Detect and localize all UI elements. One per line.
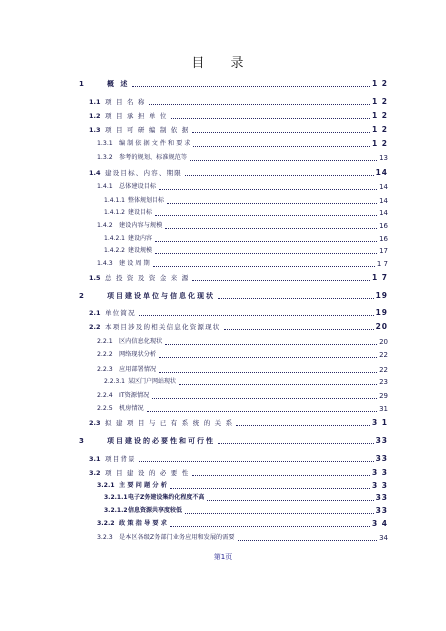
toc-leader-dots xyxy=(238,540,377,541)
toc-entry[interactable] xyxy=(104,234,388,244)
toc-entry-title: 项 目 可 研 编 制 依 据 xyxy=(105,126,190,134)
toc-entry-title: 某区门户网站现状 xyxy=(128,378,177,385)
toc-entry-page: 3 1 xyxy=(371,418,388,427)
toc-entry-page: 1 2 xyxy=(371,111,388,120)
toc-entry-page: 14 xyxy=(379,209,388,217)
toc-entry[interactable] xyxy=(79,79,388,89)
toc-entry-page: 17 xyxy=(379,247,388,255)
toc-leader-dots xyxy=(236,425,370,426)
toc-entry-page: 1 2 xyxy=(371,97,388,106)
toc-entry-page: 1 2 xyxy=(371,125,388,134)
toc-leader-dots xyxy=(170,526,370,527)
toc-entry-number: 3.2 xyxy=(89,469,101,477)
toc-entry-page: 19 xyxy=(375,308,388,317)
toc-leader-dots xyxy=(149,104,370,105)
toc-leader-dots xyxy=(155,241,377,242)
toc-entry-title: 项目背景 xyxy=(105,455,136,463)
toc-leader-dots xyxy=(165,344,377,345)
toc-entry-title: 总 投 资 及 资 金 来 源 xyxy=(105,274,190,282)
toc-entry[interactable] xyxy=(97,139,388,149)
toc-entry[interactable] xyxy=(97,350,388,360)
toc-entry-title: 主 要 问 题 分 析 xyxy=(119,482,167,489)
toc-entry-title: 单位简况 xyxy=(105,309,136,317)
toc-entry[interactable] xyxy=(104,493,388,503)
toc-entry-number: 2 xyxy=(79,292,84,300)
page-footer: 第1页 xyxy=(213,553,233,561)
toc-entry-page: 16 xyxy=(379,235,388,243)
toc-entry-title: IT资源情况 xyxy=(119,392,150,399)
toc-entry-page: 3 3 xyxy=(371,468,388,477)
toc-entry[interactable] xyxy=(97,182,388,192)
toc-leader-dots xyxy=(185,513,374,514)
toc-leader-dots xyxy=(192,475,369,476)
toc-entry[interactable] xyxy=(97,391,388,401)
page-title: 目 录 xyxy=(191,56,255,71)
toc-entry-number: 2.2.4 xyxy=(97,392,113,399)
toc-entry[interactable] xyxy=(97,221,388,231)
toc-leader-dots xyxy=(155,215,377,216)
toc-entry-page: 22 xyxy=(379,366,388,374)
toc-entry-number: 1 xyxy=(79,80,84,88)
toc-entry-number: 1.4.1 xyxy=(97,183,113,190)
toc-entry-number: 1.3.1 xyxy=(97,140,113,147)
toc-leader-dots xyxy=(171,118,370,119)
toc-entry[interactable] xyxy=(104,196,388,206)
toc-entry-title: 项 目 名 称 xyxy=(105,98,146,106)
toc-entry[interactable] xyxy=(104,506,388,516)
toc-entry-number: 1.4.1.1 xyxy=(104,197,125,204)
toc-leader-dots xyxy=(152,398,377,399)
toc-entry-number: 2.2.3.1 xyxy=(104,378,125,385)
toc-entry[interactable] xyxy=(97,481,388,491)
toc-entry-page: 33 xyxy=(375,454,388,463)
toc-leader-dots xyxy=(170,488,370,489)
toc-entry-title: 网络现状分析 xyxy=(119,351,157,358)
toc-entry-number: 1.4.2.2 xyxy=(104,247,125,254)
toc-leader-dots xyxy=(192,132,369,133)
toc-entry-number: 1.2 xyxy=(89,112,101,120)
toc-entry-title: 建设目标 xyxy=(128,209,153,216)
toc-entry[interactable] xyxy=(89,168,388,178)
toc-entry-title: 区内信息化现状 xyxy=(119,338,163,345)
toc-entry-title: 项目建设的必要性和可行性 xyxy=(107,437,215,445)
toc-entry-title: 建设目标、内容、期限 xyxy=(105,169,182,177)
toc-entry-number: 3 xyxy=(79,437,84,445)
toc-leader-dots xyxy=(207,500,373,501)
toc-entry-title: 建设内容 xyxy=(128,235,153,242)
toc-entry-number: 2.2 xyxy=(89,323,101,331)
toc-entry[interactable] xyxy=(89,418,388,428)
toc-entry-title: 整体规划目标 xyxy=(128,197,165,204)
toc-entry[interactable] xyxy=(97,259,388,269)
toc-leader-dots xyxy=(193,146,370,147)
toc-entry-title: 电子Z务建设集约化程度不高 xyxy=(128,494,205,501)
toc-leader-dots xyxy=(165,228,377,229)
toc-entry-page: 14 xyxy=(375,168,388,177)
toc-entry[interactable] xyxy=(89,322,388,332)
toc-entry-page: 1 7 xyxy=(371,273,388,282)
toc-entry-number: 2.2.2 xyxy=(97,351,113,358)
toc-entry-number: 1.3.2 xyxy=(97,154,113,161)
toc-entry-title: 是本区各级Z务部门业务应用和发展的需要 xyxy=(119,534,235,541)
toc-leader-dots xyxy=(190,160,377,161)
toc-entry-number: 2.2.1 xyxy=(97,338,113,345)
toc-entry-number: 2.2.5 xyxy=(97,405,113,412)
toc-entry-title: 项 目 建 设 的 必 要 性 xyxy=(105,469,190,477)
toc-entry-page: 20 xyxy=(375,322,388,331)
toc-entry-title: 拟 建 项 目 与 已 有 系 统 的 关 系 xyxy=(105,419,234,427)
toc-entry-page: 29 xyxy=(379,392,388,400)
toc-entry-page: 19 xyxy=(375,291,388,300)
toc-leader-dots xyxy=(155,253,377,254)
toc-entry-number: 1.4.3 xyxy=(97,260,113,267)
toc-entry[interactable] xyxy=(89,308,388,318)
toc-leader-dots xyxy=(139,315,374,316)
toc-entry[interactable] xyxy=(89,468,388,478)
toc-entry[interactable] xyxy=(89,111,388,121)
toc-entry-page: 13 xyxy=(379,154,388,162)
toc-entry-page: 31 xyxy=(379,405,388,413)
toc-entry-page: 1 7 xyxy=(376,260,388,268)
toc-entry-number: 3.1 xyxy=(89,455,101,463)
toc-leader-dots xyxy=(224,329,374,330)
toc-entry-number: 2.3 xyxy=(89,419,101,427)
toc-entry-title: 建设内容与规模 xyxy=(119,222,163,229)
toc-entry-title: 总体建设目标 xyxy=(119,183,157,190)
toc-entry-title: 建设规模 xyxy=(128,247,153,254)
toc-leader-dots xyxy=(159,357,377,358)
toc-entry[interactable] xyxy=(97,337,388,347)
toc-entry-number: 1.3 xyxy=(89,126,101,134)
toc-entry-page: 34 xyxy=(379,534,388,542)
toc-entry-number: 2.1 xyxy=(89,309,101,317)
toc-entry[interactable] xyxy=(89,125,388,135)
toc-entry-page: 1 2 xyxy=(371,139,388,148)
toc-entry-page: 16 xyxy=(379,222,388,230)
toc-entry[interactable] xyxy=(79,291,388,301)
toc-entry-number: 1.4.1.2 xyxy=(104,209,125,216)
toc-leader-dots xyxy=(147,411,377,412)
toc-entry-page: 33 xyxy=(375,436,388,445)
toc-entry-title: 项目建设单位与信息化现状 xyxy=(107,292,215,300)
toc-entry-page: 3 4 xyxy=(371,519,388,528)
toc-entry-number: 3.2.1.2 xyxy=(104,507,128,514)
toc-entry-page: 14 xyxy=(379,197,388,205)
toc-entry-title: 机房情况 xyxy=(119,405,144,412)
toc-entry-title: 编 制 依 据 文 件 和 要 求 xyxy=(119,140,191,147)
toc-entry[interactable] xyxy=(97,404,388,414)
toc-entry-number: 3.2.2 xyxy=(97,520,115,527)
toc-leader-dots xyxy=(218,298,374,299)
toc-entry[interactable] xyxy=(89,273,388,283)
toc-entry-page: 23 xyxy=(379,378,388,386)
toc-entry[interactable] xyxy=(89,97,388,107)
toc-entry-title: 本项目涉及的相关信息化资源现状 xyxy=(105,323,221,331)
toc-entry-number: 1.4 xyxy=(89,169,101,177)
toc-entry[interactable] xyxy=(104,246,388,256)
toc-entry-number: 3.2.1 xyxy=(97,482,115,489)
toc-entry-number: 1.1 xyxy=(89,98,101,106)
toc-leader-dots xyxy=(218,443,374,444)
toc-entry-page: 22 xyxy=(379,351,388,359)
toc-entry-number: 3.2.3 xyxy=(97,534,113,541)
toc-entry-title: 参考的规划、标准规范等 xyxy=(119,154,188,161)
toc-entry-number: 1.4.2 xyxy=(97,222,113,229)
toc-entry[interactable] xyxy=(89,454,388,464)
toc-leader-dots xyxy=(192,280,369,281)
toc-leader-dots xyxy=(185,175,374,176)
toc-leader-dots xyxy=(167,203,377,204)
toc-entry[interactable] xyxy=(97,533,388,543)
toc-entry[interactable] xyxy=(97,365,388,375)
toc-leader-dots xyxy=(132,86,370,87)
toc-entry-title: 信息资源共享度较低 xyxy=(128,507,183,514)
toc-leader-dots xyxy=(159,189,377,190)
toc-entry[interactable] xyxy=(104,208,388,218)
toc-entry-page: 1 2 xyxy=(371,79,388,88)
toc-entry-page: 20 xyxy=(379,338,388,346)
toc-entry-title: 概 述 xyxy=(107,80,130,88)
toc-entry-number: 1.5 xyxy=(89,274,101,282)
toc-entry-page: 33 xyxy=(375,506,388,515)
toc-entry-page: 33 xyxy=(375,493,388,502)
toc-leader-dots xyxy=(159,372,377,373)
toc-entry-number: 1.4.2.1 xyxy=(104,235,125,242)
toc-entry[interactable] xyxy=(104,377,388,387)
toc-entry-title: 政 策 指 导 要 求 xyxy=(119,520,167,527)
toc-entry-title: 应用部署情况 xyxy=(119,366,157,373)
toc-entry[interactable] xyxy=(97,519,388,529)
toc-entry[interactable] xyxy=(97,153,388,163)
toc-leader-dots xyxy=(179,384,377,385)
toc-entry-title: 项 目 承 担 单 位 xyxy=(105,112,168,120)
toc-entry-title: 建 设 周 期 xyxy=(119,260,150,267)
toc-entry[interactable] xyxy=(79,436,388,446)
toc-leader-dots xyxy=(153,266,375,267)
toc-entry-number: 2.2.3 xyxy=(97,366,113,373)
toc-entry-page: 14 xyxy=(379,183,388,191)
toc-entry-number: 3.2.1.1 xyxy=(104,494,128,501)
toc-entry-page: 3 3 xyxy=(371,481,388,490)
toc-leader-dots xyxy=(139,461,374,462)
